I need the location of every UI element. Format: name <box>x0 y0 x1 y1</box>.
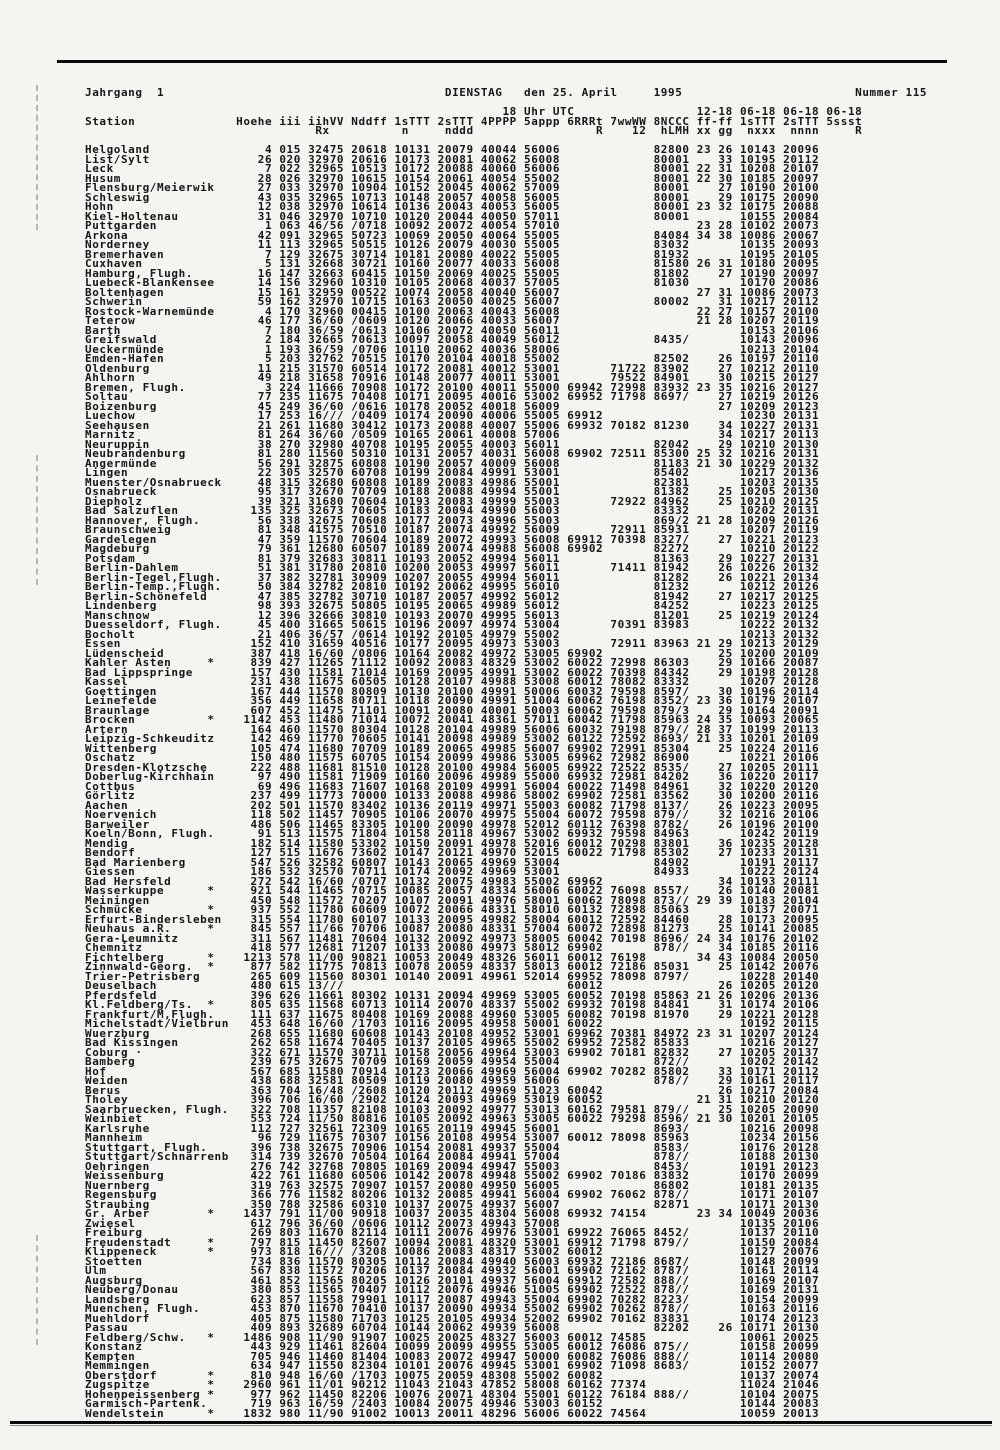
station-row: Tholey 396 706 16/60 /2902 10124 20093 49969 53019 60052 21 31 10210 20120 <box>85 1093 820 1106</box>
station-row: Nuernberg 319 763 32575 70907 10157 20080 49950 56005 86802 10181 20135 <box>85 1178 820 1192</box>
station-row: Chemnitz 418 577 12681 71207 10133 20080 49973 58012 69902 878// 34 10185 20116 <box>85 941 820 954</box>
station-row: Ahlhorn 49 218 31658 70916 10148 20077 40011 53001 79522 84901 30 10215 20127 <box>85 371 820 384</box>
station-row: Michelstadt/Vielbrun 453 648 16/60 /1703 10116 20095 49958 50001 60022 10192 20115 <box>85 1017 820 1030</box>
station-row: Potsdam 81 379 32683 30811 10193 20052 49994 56011 81363 29 10227 20131 <box>85 551 820 565</box>
station-row: Wittenberg 105 474 11680 70709 10189 20065 49985 56007 69902 72991 85304 25 10224 20116 <box>85 741 820 755</box>
station-row: Schleswig 43 035 32965 10713 10148 20057 40058 56005 80001 29 10175 20090 <box>85 190 820 204</box>
station-row: Deuselbach 480 615 13/// 60012 26 10205 20120 <box>85 979 820 992</box>
station-row: Helgoland 4 015 32475 20618 10131 20079 40044 56006 82800 23 26 10143 20096 <box>85 143 820 156</box>
station-row: Osnabrueck 95 317 32670 70709 10188 20088 49994 55001 81382 25 10205 20130 <box>85 485 820 498</box>
station-row: Hannover, Flugh. 56 338 32675 70608 10177 20073 49996 55003 869/2 21 28 10209 20126 <box>85 513 820 527</box>
station-row: Goettingen 167 444 11570 80809 10130 20100 49991 50006 60032 79598 8597/ 30 10196 20114 <box>85 684 820 698</box>
scan-artifact-dashes <box>36 1235 38 1345</box>
station-row: Rostock-Warnemünde 4 170 32960 00415 10100 20063 40043 56008 22 27 10157 20100 <box>85 304 820 318</box>
station-row: Bremen, Flugh. 3 224 11666 70908 10172 20100 40011 55000 69942 72998 83932 23 35 10216 20127 <box>85 380 820 394</box>
station-row: Freiburg 269 803 11670 82114 10111 20076 49976 53001 69922 76065 8452/ 10137 20110 <box>85 1226 820 1239</box>
station-row: Meiningen 450 548 11572 70207 10107 20091 49976 58001 60062 78098 873// 29 39 10183 20104 <box>85 893 820 907</box>
station-row: Neubrandenburg 81 280 11560 50310 10131 20057 40031 56008 69902 72511 85300 25 32 10216 20131 <box>85 447 820 460</box>
station-row: Zinnwald-Georg. * 877 582 11775 70813 10078 20059 48337 58013 60012 72186 85031 25 10142 20076 <box>85 960 820 973</box>
station-row: Oldenburg 11 215 31570 60514 10172 20081 40012 53001 71722 83902 27 10212 20110 <box>85 361 820 375</box>
station-row: Brocken * 1142 453 11480 71014 10072 20041 48361 57011 60042 71798 85963 24 35 10093 20065 <box>85 713 820 726</box>
station-row: Dresden-Klotzsche 222 488 11681 81510 10128 20100 49984 56005 69922 72522 8535/ 27 10205 20111 <box>85 760 820 774</box>
synoptic-weather-listing <box>85 88 955 1418</box>
station-row: Arkona 42 091 32965 50723 10069 20050 40064 55005 84084 34 38 10086 20067 <box>85 228 820 242</box>
station-row: Artern 164 460 11570 80304 10128 20104 49989 56006 60032 79198 879// 28 37 10199 20113 <box>85 722 820 736</box>
station-row: Weinbiet 553 724 11/50 80816 10105 20092 49963 53005 60022 79298 8596/ 21 30 10201 20105 <box>85 1112 820 1125</box>
station-row: Seehausen 21 261 11680 30412 10173 20088 40007 55006 69932 70182 81230 34 10227 20131 <box>85 418 820 432</box>
station-row: Duesseldorf, Flugh. 45 400 31665 50615 10196 20097 49974 53004 70391 83983 10222 20132 <box>85 618 820 631</box>
station-row: Bad Hersfeld 272 542 16/60 /0707 10132 20075 49983 55002 69962 34 10193 20111 <box>85 874 820 888</box>
station-row: Pferdsfeld 396 626 11661 80302 10131 20094 49969 53005 60052 70198 85863 21 26 10206 20136 <box>85 988 820 1002</box>
top-border-line <box>57 60 947 63</box>
station-row: Memmingen 634 947 11550 82304 10101 20076 49945 53001 69902 71098 8683/ 10152 20077 <box>85 1359 820 1372</box>
station-row: Erfurt-Bindersleben 315 554 11780 60107 10133 20095 49982 58004 60012 72592 84460 28 10173 20095 <box>85 912 820 926</box>
station-row: Stoetten 734 836 11570 80305 10112 20084 49940 56003 69932 72186 8687/ 10148 20099 <box>85 1254 820 1268</box>
station-row: Luebeck-Blankensee 14 156 32960 10310 10105 20068 40037 57005 81030 10170 20086 <box>85 276 820 289</box>
station-row: Straubing 350 788 32586 60310 10137 20075 49937 56007 82871 10171 20130 <box>85 1197 820 1211</box>
station-row: Coburg · 322 671 11570 30711 10158 20056 49964 53003 69902 70181 82832 27 10205 20137 <box>85 1045 820 1059</box>
station-row: Lüdenscheid 387 418 16/60 /0806 10164 20082 49972 53005 69902 25 10200 20109 <box>85 646 820 660</box>
station-row: Bendorf 127 515 11676 73602 10147 20121 49970 52015 60022 71798 85302 27 10233 20131 <box>85 846 820 859</box>
station-row: Flensburg/Meierwik 27 033 32970 10904 10152 20045 40062 57009 80001 27 10190 20100 <box>85 181 820 194</box>
station-row: Zugspitze * 2960 961 11/01 90212 11043 21043 47852 58008 60162 77374 11024 21046 <box>85 1378 820 1391</box>
station-row: Cuxhaven 5 131 32668 30721 10160 20077 40033 56008 81580 26 31 10180 20095 <box>85 257 820 270</box>
station-row: Marnitz 81 264 36/60 /0509 10165 20061 40008 57006 34 10217 20113 <box>85 428 820 441</box>
station-row: Bad Salzuflen 135 325 32673 70605 10183 20094 49990 56003 83332 10202 20131 <box>85 504 820 517</box>
scan-artifact-dashes <box>36 455 38 585</box>
station-row: List/Sylt 26 020 32970 20616 10173 20081 40062 56008 80001 33 10195 20112 <box>85 152 820 166</box>
station-row: Freudenstadt * 797 815 11450 82607 10094 20081 48320 53001 69912 71798 879// 10150 20084 <box>85 1235 820 1249</box>
station-row: Aachen 202 501 11570 83402 10136 20119 49971 55003 60082 71798 8137/ 26 10223 20095 <box>85 798 820 812</box>
station-row: Wuerzburg 268 655 11680 60608 10143 20108 49952 53001 69962 70381 84972 23 31 10207 20124 <box>85 1026 820 1040</box>
station-row: Leinefelde 356 449 11658 80711 10118 20090 49991 51004 60062 76198 8352/ 23 36 10179 20107 <box>85 694 820 707</box>
station-row: Lindenberg 98 393 32675 50805 10195 20065 49989 56012 84252 10223 20125 <box>85 599 820 612</box>
station-row: Augsburg 461 852 11565 80205 10126 20101 49937 56004 69912 72582 888// 10169 20107 <box>85 1273 820 1287</box>
column-header-periods: 18 Uhr UTC 12-18 06-18 06-18 06-18 <box>85 105 863 118</box>
station-row: Muehldorf 405 875 11580 71703 10125 20105 49934 52002 69902 70162 83831 10174 20123 <box>85 1311 820 1325</box>
masthead-line: Jahrgang 1 DIENSTAG den 25. April 1995 Nummer 115 <box>85 86 928 99</box>
station-row: Karlsruhe 112 727 32561 72309 10165 20119 49945 56001 8693/ 10216 20098 <box>85 1121 820 1135</box>
station-row: Kl.Feldberg/Ts. * 805 635 11568 60713 10114 20070 48337 55002 69932 70198 84841 31 10174 20106 <box>85 998 820 1011</box>
station-row: Kiel-Holtenau 31 046 32970 10710 10120 20044 40050 57011 80001 10155 20084 <box>85 209 820 223</box>
station-row: Emden-Hafen 5 203 32762 70515 10170 20104 40018 55002 82502 26 10197 20110 <box>85 352 820 365</box>
station-row: Hohn 12 038 32970 10614 10136 20043 40053 56005 80001 23 32 10175 20088 <box>85 200 820 213</box>
station-row: Fichtelberg * 1213 578 11/00 90821 10053 20049 48326 56011 60012 76198 34 43 10084 20050 <box>85 950 820 964</box>
station-row: Görlitz 237 499 11773 70000 10133 20088 49986 58002 69902 72581 83562 30 10200 20116 <box>85 789 820 802</box>
station-row: Bremerhaven 7 129 32675 30714 10181 20080 40022 55005 81932 10195 20105 <box>85 247 820 261</box>
station-row: Oberstdorf * 810 948 16/60 /1703 10075 20059 48308 55002 60082 10137 20074 <box>85 1368 820 1382</box>
station-row: Hohenpeissenberg * 977 962 11450 82206 10076 20071 48304 55001 60122 76184 888// 10104 20075 <box>85 1387 820 1401</box>
station-row: Diepholz 39 321 31680 70604 10193 20083 49999 55003 72922 84962 25 10210 20125 <box>85 494 820 508</box>
station-row: Frankfurt/M,Flugh. 111 637 11675 80408 10169 20088 49960 53005 60082 70198 81970 29 10221 20128 <box>85 1007 820 1021</box>
station-row: Norderney 11 113 32965 50515 10126 20079 40030 55005 83032 10135 20093 <box>85 238 820 251</box>
station-row: Leck 7 022 32965 10513 10172 20088 40060 56006 80001 22 31 10208 20107 <box>85 162 820 175</box>
station-row: Ueckermünde 1 193 36/59 /0706 10110 20062 40036 58006 10213 20104 <box>85 342 820 356</box>
station-row: Gera-Leumnitz 311 567 11481 70604 10132 20092 49973 58005 60042 70198 8696/ 24 34 10176 20102 <box>85 931 820 945</box>
station-row: Soltau 77 235 11675 70408 10171 20095 40016 53002 69952 71798 8697/ 27 10219 20126 <box>85 390 820 403</box>
scan-artifact-dashes <box>36 85 38 230</box>
station-row: Garmisch-Partenk. 719 963 16/59 /2403 10084 20075 49946 53003 60152 10144 20083 <box>85 1397 820 1410</box>
station-row: Wendelstein * 1832 980 11/90 91002 10013 20011 48296 56006 60022 74564 10059 20013 <box>85 1406 820 1420</box>
station-row: Kahler Asten * 839 427 11265 71112 10092 20083 48329 53002 60022 72998 86303 29 10166 20087 <box>85 656 820 669</box>
station-row: Giessen 186 532 32570 70711 10174 20092 49969 53001 84933 10222 20124 <box>85 865 820 878</box>
station-row: Berus 363 704 16/48 /2608 10120 20112 49969 51023 60042 26 10217 20084 <box>85 1083 820 1097</box>
station-row: Kempten 705 946 11460 81404 10083 20072 49947 50000 60082 76086 888// 10114 20080 <box>85 1349 820 1363</box>
station-row: Konstanz 443 929 11461 82604 10099 20099 49955 53005 60012 76086 875// 10158 20099 <box>85 1340 820 1353</box>
station-row: Oschatz 150 480 11575 60705 10154 20099 49986 53005 69962 72982 86900 10221 20106 <box>85 751 820 764</box>
station-row: Doberlug-Kirchhain 97 490 11581 71909 10160 20096 49989 55000 69932 72981 84202 36 10220 20117 <box>85 770 820 783</box>
station-row: Schwerin 59 162 32970 10715 10163 20050 40025 56007 80002 31 10217 20112 <box>85 295 820 308</box>
station-row: Lingen 22 305 32570 60708 10199 20084 49991 53001 85402 10217 20136 <box>85 466 820 479</box>
station-row: Bad Marienberg 547 526 32582 60807 10143 20065 49969 53004 84902 10191 20117 <box>85 855 820 869</box>
station-row: Angermünde 56 291 32875 60808 10190 20057 40009 56008 81183 21 30 10229 20132 <box>85 456 820 470</box>
station-row: Leipzig-Schkeuditz 142 469 11770 70605 10141 20098 49989 53002 60122 72592 8693/ 21 33 10201 20109 <box>85 732 820 745</box>
station-row: Trier-Petrisberg 265 609 11560 80301 10140 20091 49961 52014 69952 78098 8797/ 10228 20140 <box>85 969 820 983</box>
station-row: Teterow 46 177 36/60 /0609 10120 20066 40033 56007 21 28 10207 20119 <box>85 314 820 327</box>
station-row: Puttgarden 1 063 46/56 /0718 10092 20072 40054 57010 23 28 10102 20073 <box>85 219 820 232</box>
station-row: Boltenhagen 15 161 32959 00522 10074 20058 40040 56007 27 31 10086 20073 <box>85 285 820 299</box>
bottom-border-line <box>10 1421 992 1424</box>
station-row: Weissenburg 422 761 11680 60506 10142 20078 49948 55002 69902 70186 83832 10170 20099 <box>85 1169 820 1182</box>
bottom-border-echo <box>10 1425 992 1426</box>
station-row: Braunschweig 81 348 41575 70510 10187 20074 49992 56009 72911 85931 10207 20119 <box>85 523 820 536</box>
station-row: Bad Lippspringe 157 430 11581 71014 10169 20095 49991 53002 60022 70398 84342 29 10198 20128 <box>85 665 820 679</box>
station-row: Weiden 438 688 32581 80509 10119 20080 49959 56006 878// 29 10161 20117 <box>85 1074 820 1087</box>
station-row: Mannheim 96 729 11675 70307 10156 20108 49954 53007 60012 78098 85963 10234 20156 <box>85 1131 820 1144</box>
station-row: Stuttgart, Flugh. 396 738 32675 70906 10154 20081 49937 55004 8583/ 10176 20128 <box>85 1140 820 1154</box>
station-row: Hamburg, Flugh. 16 147 32663 60415 10150 20069 40025 55005 81802 27 10190 20097 <box>85 266 820 280</box>
station-row: Wasserkuppe * 921 544 11465 70715 10085 20057 48334 56006 60022 76098 8557/ 26 10140 20081 <box>85 884 820 897</box>
station-row: Gardelegen 47 359 11570 70604 10189 20072 49993 56008 69912 70398 8327/ 27 10221 20123 <box>85 532 820 546</box>
station-row: Regensburg 366 776 11582 80206 10132 20085 49941 56004 69902 76062 878// 10171 20107 <box>85 1188 820 1201</box>
station-row: Oehringen 276 742 32768 70805 10169 20094 49947 55003 8453/ 10191 20123 <box>85 1159 820 1173</box>
station-row: Noervenich 118 502 11457 70905 10106 20070 49975 55004 60072 79598 879// 32 10216 20106 <box>85 808 820 821</box>
station-row: Klippeneck * 973 818 16/// /3208 10086 20083 48317 53002 60012 10127 20076 <box>85 1245 820 1258</box>
station-row: Bocholt 21 406 36/57 /0614 10192 20105 49979 55002 10213 20132 <box>85 627 820 641</box>
station-row: Braunlage 607 452 11475 71101 10091 20080 40001 50003 60062 79598 879/3 29 10164 20091 <box>85 703 820 717</box>
station-row: Neuberg/Donau 380 853 11565 70407 10112 20076 49946 51005 69902 72522 878// 10169 20131 <box>85 1283 820 1296</box>
station-row: Essen 152 410 31659 40516 10177 20095 49973 53003 72911 83963 21 29 10213 20129 <box>85 637 820 650</box>
station-row: Berlin-Schönefeld 47 385 32782 30710 10187 20057 49992 56012 81942 27 10217 20125 <box>85 589 820 603</box>
station-row: Passau 409 893 32689 60704 10144 20062 49939 56008 82202 26 10171 20130 <box>85 1321 820 1334</box>
station-row: Schmücke * 937 552 11780 60609 10072 20066 48331 58010 60132 72898 85063 10137 20071 <box>85 903 820 916</box>
station-row: Magdeburg 79 361 12680 60507 10189 20074 49988 56008 69902 82272 10210 20122 <box>85 542 820 555</box>
station-row: Manschnow 12 396 32666 30810 10193 20070 49995 56013 81201 25 10219 20124 <box>85 608 820 622</box>
station-row: Bad Kissingen 262 658 11674 70405 10137 20105 49965 55002 69952 72582 85833 10216 20127 <box>85 1036 820 1049</box>
station-row: Cottbus 69 496 11683 71607 10168 20109 49991 56004 60022 71498 84961 32 10220 20120 <box>85 779 820 793</box>
station-row: Feldberg/Schw. * 1486 908 11/90 91907 10025 20025 48327 56003 60012 74585 10061 20025 <box>85 1330 820 1344</box>
station-row: Stuttgart/Schnarrenb 314 739 32670 70504 10164 20084 49941 57004 878// 10188 20130 <box>85 1150 820 1163</box>
station-row: Neuruppin 38 270 32980 40708 10195 20055 40003 56011 82042 29 10210 20130 <box>85 437 820 451</box>
station-row: Luechow 17 253 16/// /0409 10174 20090 40006 55005 69912 10230 20131 <box>85 409 820 422</box>
station-row: Hof 567 685 11580 70914 10123 20066 49969 56004 69902 70282 85802 33 10171 20112 <box>85 1064 820 1078</box>
station-row: Mendig 182 514 11580 53302 10150 20091 49978 52016 60012 70298 83801 36 10235 20128 <box>85 836 820 850</box>
station-row: Muenster/Osnabrueck 48 315 32680 60808 10189 20083 49986 55001 82381 10203 20135 <box>85 475 820 489</box>
station-row: Landsberg 623 857 11558 79901 10117 20087 49943 55004 69902 70282 8223/ 10154 20099 <box>85 1292 820 1306</box>
station-row: Kassel 231 438 11675 60505 10128 20107 49988 53008 60012 78082 83332 10207 20128 <box>85 675 820 688</box>
station-row: Husum 28 026 32970 10615 10154 20061 40054 55002 80001 22 30 10185 20097 <box>85 171 820 185</box>
station-row: Berlin-Dahlem 51 381 31780 20810 10200 20053 49997 56011 71411 81942 26 10226 20132 <box>85 561 820 574</box>
station-row: Barth 7 180 36/59 /0613 10106 20072 40050 56011 10153 20106 <box>85 323 820 337</box>
station-row: Boizenburg 45 249 36/60 /0616 10178 20052 40018 56009 27 10209 20123 <box>85 399 820 413</box>
station-row: Muenchen, Flugh. 453 870 11670 70410 10137 20090 49934 55002 69902 70262 878// 10163 20116 <box>85 1302 820 1315</box>
station-row: Saarbruecken, Flugh. 322 708 11357 82108 10103 20092 49977 53013 60162 79581 879// 25 10205 20090 <box>85 1102 820 1116</box>
station-row: Barweiler 486 506 11465 83305 10100 20090 49978 52012 60112 76398 8782/ 26 10196 20100 <box>85 817 820 831</box>
station-row: Berlin-Tegel,Flugh. 37 382 32781 30909 10207 20055 49994 56011 81282 26 10221 20134 <box>85 570 820 584</box>
station-row: Gr. Arber * 1437 791 11/00 90918 10037 20035 48304 56008 69932 74154 23 34 10049 20036 <box>85 1207 820 1220</box>
station-row: Greifswald 2 184 32665 70613 10097 20058 40049 56012 8435/ 10143 20096 <box>85 333 820 346</box>
station-row: Ulm 567 838 11572 70206 10137 20084 49932 56001 69902 72162 8787/ 10161 20114 <box>85 1264 820 1277</box>
column-header-codes: Station Hoehe iii iihVV Nddff 1sTTT 2sTTT 4PPPP 5appp 6RRRt 7wwWW 8NCCC ff-ff 1sTTT 2sTTT 5ssst <box>85 114 863 128</box>
station-row: Berlin-Temp.,Flugh. 50 384 32782 20810 10192 20062 49995 56010 81232 10212 20126 <box>85 580 820 593</box>
station-row: Zwiesel 612 796 36/60 /0606 10112 20073 49943 57008 10135 20106 <box>85 1216 820 1230</box>
column-header-subcodes: Rx n nddd R 12 hLMH xx gg nxxx nnnn R <box>85 124 863 137</box>
station-row: Neuhaus a.R. * 845 557 11/66 70706 10087 20080 48331 57004 60072 72898 81273 25 10141 20085 <box>85 922 820 935</box>
station-row: Koeln/Bonn, Flugh. 91 513 11575 71804 10158 20118 49967 53002 69932 79598 84963 10242 20119 <box>85 827 820 840</box>
station-row: Bamberg 239 675 32675 70709 10169 20059 49954 55004 872// 10202 20142 <box>85 1055 820 1068</box>
